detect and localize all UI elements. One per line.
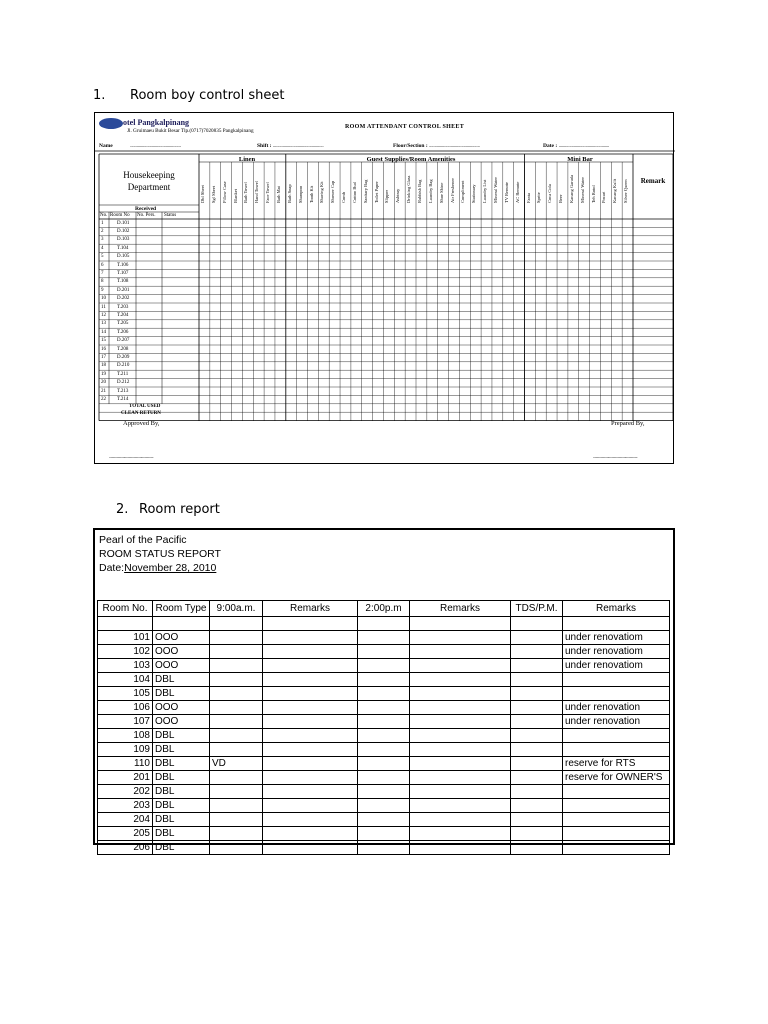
table-row <box>98 687 670 701</box>
table-cell <box>410 799 511 813</box>
report-date-value: November 28, 2010 <box>124 562 217 574</box>
table-cell <box>263 785 358 799</box>
table-cell <box>210 715 263 729</box>
row-room-number: T.213 <box>117 388 129 394</box>
subheader-2: No. Pers. <box>137 213 156 218</box>
table-cell: DBL <box>153 827 210 841</box>
table-cell: DBL <box>153 813 210 827</box>
row-number: 15 <box>101 338 106 344</box>
column-header: Room No. <box>98 601 153 617</box>
table-cell <box>263 617 358 631</box>
row-number: 19 <box>101 371 106 377</box>
table-cell: 203 <box>98 799 153 813</box>
table-cell: 202 <box>98 785 153 799</box>
hotel-brand: otel Pangkalpinang <box>123 118 190 127</box>
row-number: 13 <box>101 321 106 327</box>
group-guest-supplies: Guest Supplies/Room Amenities <box>366 156 456 163</box>
table-cell <box>511 785 563 799</box>
column-label: Sgl Sheet <box>210 185 216 203</box>
table-row <box>98 715 670 729</box>
date-label: Date : <box>543 143 558 149</box>
table-cell: 201 <box>98 771 153 785</box>
column-header: Room Type <box>153 601 210 617</box>
table-cell <box>358 715 410 729</box>
hotel-name: Pearl of the Pacific <box>99 534 187 546</box>
table-cell: 109 <box>98 743 153 757</box>
table-cell <box>210 659 263 673</box>
column-label: Pillow Case <box>221 181 227 203</box>
subheader-3: Status <box>164 213 177 218</box>
column-label: Ashtray <box>395 188 401 203</box>
column-label: Cotton Bud <box>351 182 357 203</box>
table-cell <box>210 841 263 855</box>
table-cell: under renovation <box>563 701 670 715</box>
table-cell <box>563 617 670 631</box>
column-label: Kacang Kulit <box>612 178 618 203</box>
table-cell <box>410 743 511 757</box>
table-cell <box>263 673 358 687</box>
table-cell <box>410 701 511 715</box>
table-cell <box>410 827 511 841</box>
column-label: AC Remote <box>514 181 520 203</box>
table-cell <box>410 631 511 645</box>
table-cell: OOO <box>153 645 210 659</box>
table-cell <box>358 771 410 785</box>
table-cell <box>358 841 410 855</box>
row-number: 8 <box>101 279 104 285</box>
column-label: Face Towel <box>265 182 271 203</box>
column-label: Rubbish Bag <box>417 179 422 203</box>
column-label: Kacang Garuda <box>568 174 574 203</box>
table-cell <box>358 729 410 743</box>
table-cell: DBL <box>153 729 210 743</box>
table-cell <box>511 617 563 631</box>
column-label: Mineral Water <box>492 177 498 203</box>
table-cell <box>358 799 410 813</box>
table-cell <box>210 673 263 687</box>
floor-label: Floor/Section : <box>393 143 428 149</box>
table-cell <box>410 729 511 743</box>
table-cell <box>358 785 410 799</box>
table-cell <box>410 659 511 673</box>
shift-dots: ............................................... <box>272 143 324 149</box>
row-room-number: D.207 <box>117 338 130 344</box>
table-cell <box>358 631 410 645</box>
column-label: Drinking Glass <box>406 175 412 203</box>
row-room-number: T.206 <box>117 329 129 335</box>
row-room-number: T.208 <box>117 346 129 352</box>
column-header: Remarks <box>563 601 670 617</box>
table-row <box>98 631 670 645</box>
report-title: ROOM STATUS REPORT <box>99 548 221 560</box>
column-label: Shampoo <box>297 185 303 203</box>
column-label: Coca Cola <box>547 184 553 203</box>
column-label: Laundry List <box>482 179 488 203</box>
row-room-number: D.202 <box>117 296 130 302</box>
row-number: 5 <box>101 254 104 260</box>
table-cell: DBL <box>153 841 210 855</box>
table-cell: DBL <box>153 743 210 757</box>
row-room-number: D.210 <box>117 363 130 369</box>
row-room-number: T.107 <box>117 270 129 276</box>
row-number: 14 <box>101 329 106 335</box>
prepared-by: Prepared By, <box>611 420 645 427</box>
table-cell: OOO <box>153 715 210 729</box>
hotel-address: Jl. Gruimaeu Bukit Besar Tlp.(0717)7020835 Pangkalpinang <box>127 128 254 134</box>
shift-label: Shift : <box>257 143 272 149</box>
row-number: 4 <box>101 245 104 251</box>
table-cell <box>563 785 670 799</box>
table-cell <box>563 827 670 841</box>
table-cell: under renovatiom <box>563 659 670 673</box>
table-header-row <box>98 601 670 617</box>
row-number: 1 <box>101 220 104 226</box>
table-cell <box>210 645 263 659</box>
received-label: Received <box>135 206 157 212</box>
table-cell <box>511 729 563 743</box>
column-label: Air Freshener <box>449 178 455 203</box>
row-number: 6 <box>101 262 104 268</box>
table-cell: 103 <box>98 659 153 673</box>
row-room-number: D.201 <box>117 287 130 293</box>
table-cell <box>511 645 563 659</box>
table-cell: DBL <box>153 673 210 687</box>
table-cell <box>563 687 670 701</box>
table-cell <box>511 743 563 757</box>
row-room-number: D.105 <box>117 254 130 260</box>
table-row <box>98 673 670 687</box>
table-cell: 206 <box>98 841 153 855</box>
table-cell <box>358 645 410 659</box>
row-number: 12 <box>101 312 106 318</box>
table-cell <box>511 673 563 687</box>
table-cell: OOO <box>153 701 210 715</box>
table-cell <box>511 799 563 813</box>
table-cell <box>263 743 358 757</box>
table-cell <box>263 729 358 743</box>
table-cell <box>563 743 670 757</box>
row-number: 9 <box>101 287 104 293</box>
table-row <box>98 813 670 827</box>
column-label: Beer <box>558 194 564 203</box>
table-cell <box>410 715 511 729</box>
table-cell <box>563 673 670 687</box>
row-number: 21 <box>101 388 106 394</box>
table-cell <box>358 757 410 771</box>
row-room-number: T.108 <box>117 279 129 285</box>
row-number: 2 <box>101 228 104 234</box>
table-cell <box>210 617 263 631</box>
table-cell <box>358 813 410 827</box>
table-cell <box>263 841 358 855</box>
table-cell <box>358 617 410 631</box>
row-room-number: T.106 <box>117 262 129 268</box>
subheader-0: No. <box>100 213 108 218</box>
table-row <box>98 841 670 855</box>
column-label: Pocari <box>601 191 607 203</box>
clean-return-label: CLEAN RETURN <box>121 411 161 416</box>
column-header: Remarks <box>263 601 358 617</box>
column-label: Shaving Kit <box>319 181 325 203</box>
table-cell <box>263 827 358 841</box>
table-cell <box>410 617 511 631</box>
table-cell <box>263 659 358 673</box>
total-used-label: TOTAL USED <box>129 404 161 409</box>
column-label: Bath Towel <box>243 182 249 203</box>
table-cell <box>210 771 263 785</box>
column-header: Remarks <box>410 601 511 617</box>
table-cell: 204 <box>98 813 153 827</box>
table-cell: DBL <box>153 799 210 813</box>
report-date <box>99 562 216 574</box>
table-cell <box>210 785 263 799</box>
column-label: Shoe Shine <box>438 182 444 203</box>
table-cell <box>358 659 410 673</box>
column-label: Mineral Water <box>579 177 585 203</box>
table-cell <box>511 687 563 701</box>
row-room-number: T.204 <box>117 312 129 318</box>
table-cell <box>410 673 511 687</box>
room-status-table <box>97 600 670 855</box>
row-room-number: T.211 <box>117 371 129 377</box>
table-cell <box>410 785 511 799</box>
table-cell <box>511 659 563 673</box>
row-number: 3 <box>101 237 104 243</box>
remark-header: Remark <box>640 177 666 185</box>
table-cell: 102 <box>98 645 153 659</box>
column-label: Comb <box>341 191 347 203</box>
table-cell <box>511 813 563 827</box>
table-cell: 107 <box>98 715 153 729</box>
column-header: TDS/P.M. <box>511 601 563 617</box>
row-room-number: T.203 <box>117 304 129 310</box>
prepared-signature-line: .................................................... <box>593 455 638 460</box>
department-label <box>103 169 195 193</box>
row-room-number: D.212 <box>117 380 130 386</box>
floor-dots: ............................................... <box>429 143 480 149</box>
row-number: 11 <box>101 304 106 310</box>
room-attendant-control-sheet <box>94 112 674 464</box>
table-cell <box>358 701 410 715</box>
table-cell <box>263 687 358 701</box>
row-number: 22 <box>101 396 106 402</box>
table-cell: under renovation <box>563 715 670 729</box>
name-dots: ............................................... <box>130 143 181 149</box>
table-row <box>98 645 670 659</box>
column-label: Bath Mat <box>275 186 281 203</box>
subheader-1: Room No <box>110 213 130 218</box>
column-label: Dbl Sheet <box>200 185 205 203</box>
table-cell <box>210 799 263 813</box>
approved-by: Approved By, <box>123 420 160 427</box>
table-cell <box>410 645 511 659</box>
row-room-number: D.101 <box>117 220 130 226</box>
control-sheet-grid <box>95 113 675 465</box>
table-cell: 106 <box>98 701 153 715</box>
table-cell: OOO <box>153 659 210 673</box>
table-cell <box>410 687 511 701</box>
table-row <box>98 771 670 785</box>
row-number: 10 <box>101 296 106 302</box>
report-date-label: Date: <box>99 562 125 574</box>
table-cell <box>563 813 670 827</box>
table-cell: 105 <box>98 687 153 701</box>
table-cell: 110 <box>98 757 153 771</box>
table-cell <box>210 687 263 701</box>
department-line-1: Housekeeping <box>123 170 175 180</box>
table-cell <box>210 729 263 743</box>
section-1-title: Room boy control sheet <box>130 88 285 103</box>
table-cell: 108 <box>98 729 153 743</box>
column-label: Sanitary Bag <box>362 179 368 203</box>
table-cell <box>511 701 563 715</box>
table-row <box>98 799 670 813</box>
table-row <box>98 701 670 715</box>
table-row <box>98 659 670 673</box>
table-cell <box>410 813 511 827</box>
table-cell <box>511 757 563 771</box>
column-header: 9:00a.m. <box>210 601 263 617</box>
table-cell <box>263 701 358 715</box>
column-label: Silver Queen <box>623 179 629 203</box>
row-number: 18 <box>101 363 106 369</box>
row-room-number: T.104 <box>117 245 129 251</box>
table-cell <box>263 645 358 659</box>
table-row <box>98 785 670 799</box>
section-1-number: 1. <box>93 88 106 103</box>
approved-signature-line: .................................................... <box>109 455 154 460</box>
table-cell <box>263 799 358 813</box>
column-label: Stationary <box>471 184 477 203</box>
table-cell <box>410 757 511 771</box>
table-cell <box>358 673 410 687</box>
table-cell <box>210 813 263 827</box>
table-cell <box>263 771 358 785</box>
table-cell <box>563 841 670 855</box>
table-cell <box>210 743 263 757</box>
table-row <box>98 729 670 743</box>
row-room-number: D.103 <box>117 237 130 243</box>
table-row <box>98 743 670 757</box>
table-cell <box>410 771 511 785</box>
column-label: Compliment <box>460 180 466 203</box>
group-mini-bar: Mini Bar <box>567 156 593 163</box>
date-dots: ............................................... <box>558 143 610 149</box>
table-cell <box>263 757 358 771</box>
column-label: Laundry Bag <box>427 179 433 203</box>
section-2-number: 2. <box>116 502 129 517</box>
table-cell <box>511 841 563 855</box>
table-cell <box>511 827 563 841</box>
column-header: 2:00p.m <box>358 601 410 617</box>
table-cell <box>410 841 511 855</box>
column-label: Hand Towel <box>254 181 260 203</box>
row-room-number: D.102 <box>117 228 130 234</box>
row-number: 7 <box>101 270 104 276</box>
table-cell: DBL <box>153 757 210 771</box>
table-cell <box>210 701 263 715</box>
table-cell <box>263 813 358 827</box>
group-linen: Linen <box>238 156 256 163</box>
department-line-2: Department <box>127 182 171 192</box>
column-label: Toilet Paper <box>373 181 379 203</box>
table-cell <box>511 715 563 729</box>
table-cell: 101 <box>98 631 153 645</box>
row-number: 16 <box>101 346 106 352</box>
table-cell: 104 <box>98 673 153 687</box>
table-cell <box>210 827 263 841</box>
table-cell <box>511 771 563 785</box>
row-room-number: T.214 <box>117 396 129 402</box>
column-label: Sprite <box>536 192 542 203</box>
table-row <box>98 617 670 631</box>
section-2-title: Room report <box>139 502 220 517</box>
row-room-number: D.209 <box>117 354 130 360</box>
table-cell: OOO <box>153 631 210 645</box>
table-cell: DBL <box>153 771 210 785</box>
table-cell: 205 <box>98 827 153 841</box>
column-label: Tooth Kit <box>308 185 314 203</box>
table-cell <box>358 827 410 841</box>
table-cell <box>563 799 670 813</box>
table-cell: under renovatiom <box>563 645 670 659</box>
room-status-report <box>93 528 675 853</box>
column-label: TV Remote <box>503 181 509 203</box>
row-room-number: T.205 <box>117 321 129 327</box>
column-label: Bath Soap <box>286 184 292 203</box>
column-label: Slipper <box>384 190 390 203</box>
table-cell <box>210 631 263 645</box>
table-cell: DBL <box>153 687 210 701</box>
table-cell: reserve for OWNER'S <box>563 771 670 785</box>
sheet-title: ROOM ATTENDANT CONTROL SHEET <box>345 124 465 130</box>
table-cell <box>263 631 358 645</box>
table-cell <box>263 715 358 729</box>
table-cell <box>511 631 563 645</box>
table-cell: reserve for RTS <box>563 757 670 771</box>
table-row <box>98 827 670 841</box>
table-cell: DBL <box>153 785 210 799</box>
column-label: Teh Botol <box>590 185 596 203</box>
table-cell <box>98 617 153 631</box>
table-cell <box>358 743 410 757</box>
table-row <box>98 757 670 771</box>
row-number: 20 <box>101 380 106 386</box>
row-number: 17 <box>101 354 106 360</box>
column-label: Blanket <box>232 189 238 203</box>
table-cell: VD <box>210 757 263 771</box>
column-label: Fanta <box>525 193 531 203</box>
table-cell <box>563 729 670 743</box>
name-label: Name <box>99 143 113 149</box>
table-cell <box>358 687 410 701</box>
table-cell <box>153 617 210 631</box>
table-cell: under renovatiom <box>563 631 670 645</box>
column-label: Shower Cap <box>330 180 336 203</box>
